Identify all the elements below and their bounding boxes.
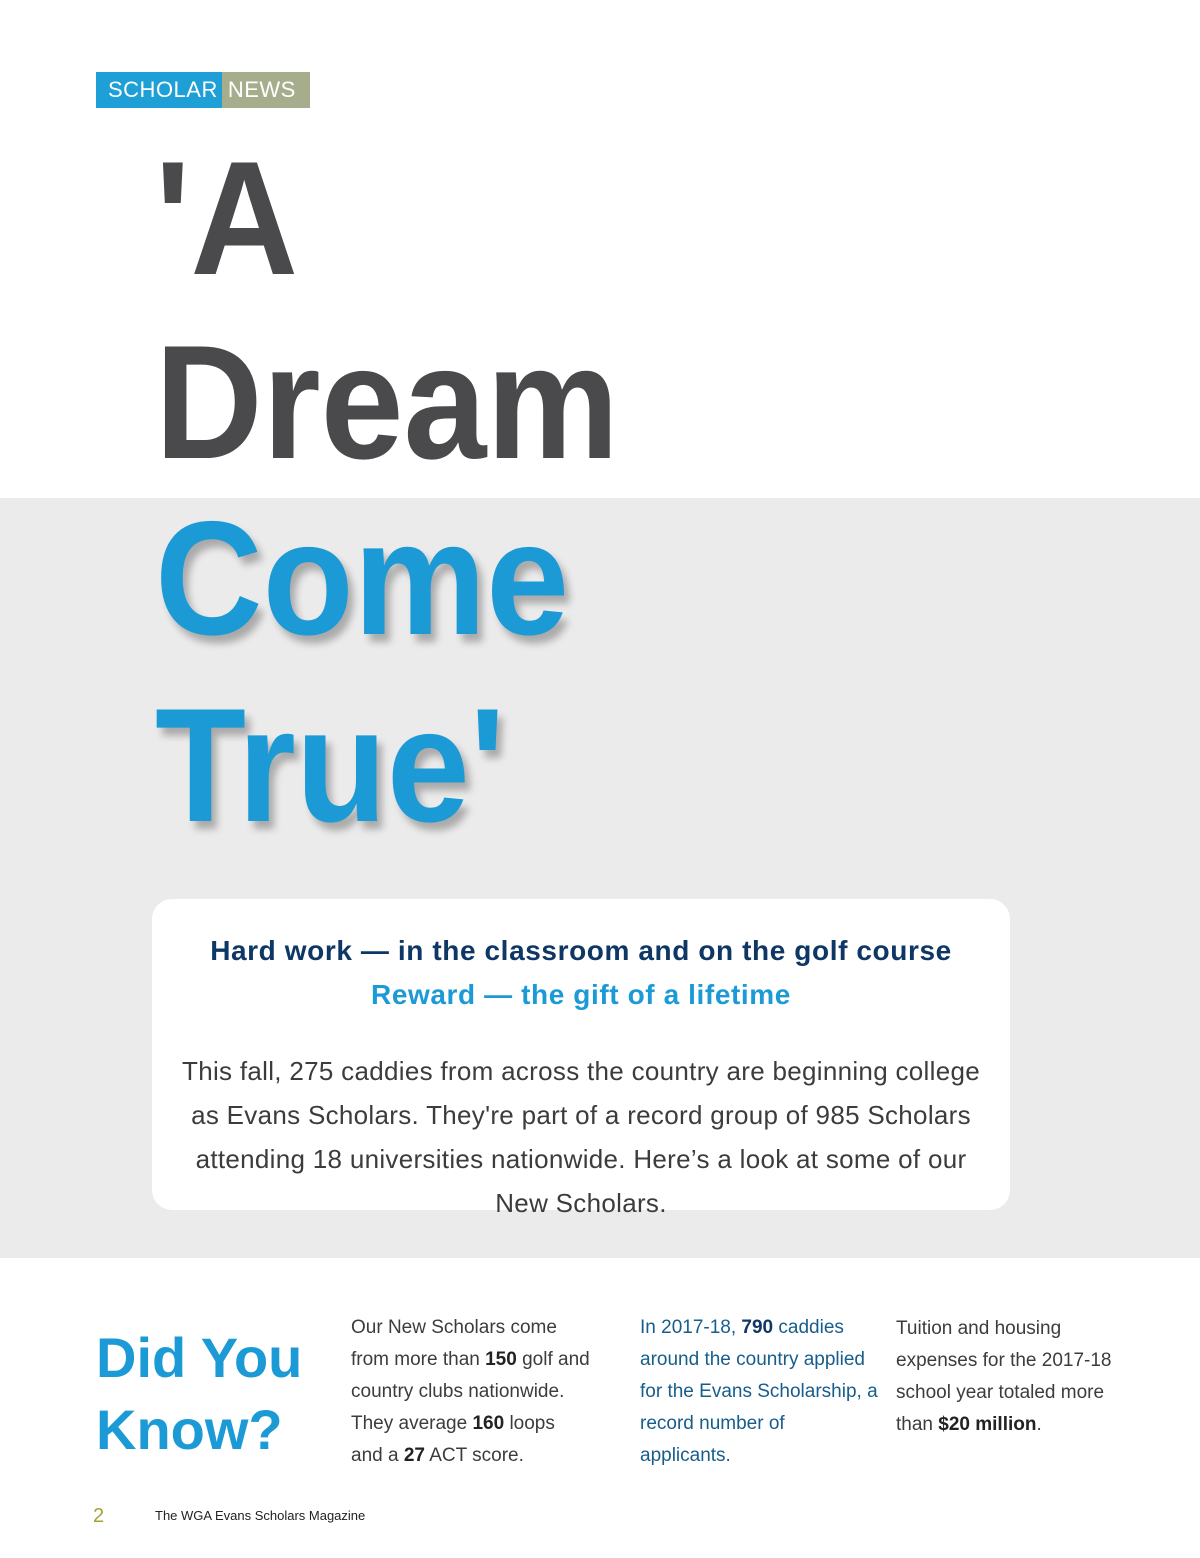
fact-number-loops: 160 (472, 1413, 505, 1434)
fact-tuition (896, 1313, 1136, 1441)
section-tag (96, 72, 310, 108)
intro-card (152, 899, 1010, 1218)
did-you-know-title (96, 1322, 316, 1466)
fact-text: Our New Scholars come from more than (351, 1317, 557, 1370)
section-tag-scholar: SCHOLAR (96, 72, 222, 108)
fact-text: golf and country clubs nationwide. They average (351, 1349, 590, 1434)
fact-number-tuition: $20 million (938, 1414, 1037, 1435)
section-tag-news: NEWS (222, 72, 310, 108)
headline-line-1: 'A (155, 128, 299, 309)
did-you-know-line-2: Know? (96, 1398, 283, 1461)
did-you-know-line-1: Did You (96, 1326, 303, 1389)
publication-title: The WGA Evans Scholars Magazine (155, 1508, 366, 1523)
fact-number-clubs: 150 (485, 1349, 517, 1370)
fact-text: caddies around the country applied for the Evans Scholarship, a record number of applicants. (640, 1317, 878, 1466)
fact-new-scholars (351, 1312, 591, 1472)
headline-line-4: True' (155, 675, 506, 856)
page-number: 2 (93, 1505, 105, 1527)
fact-number-act: 27 (403, 1445, 425, 1466)
fact-text: . (1036, 1414, 1042, 1435)
card-heading-hard-work: Hard work — in the classroom and on the golf course (210, 935, 952, 966)
headline-line-2: Dream (155, 312, 619, 493)
fact-text: In 2017-18, (640, 1317, 742, 1338)
fact-text: loops and a (351, 1413, 555, 1466)
card-heading-reward: Reward — the gift of a lifetime (371, 979, 791, 1010)
card-body-text: This fall, 275 caddies from across the country are beginning college as Evans Scholars. They're part of a record group of 985 Scholars attending 18 universities nationwide. Here’s a look at some of our New Scholars. (182, 1056, 980, 1218)
fact-applicants (640, 1312, 880, 1472)
headline-line-3: Come (155, 488, 570, 669)
fact-text: Tuition and housing expenses for the 2017-18 school year totaled more than (896, 1318, 1112, 1435)
fact-text: ACT score. (424, 1445, 524, 1466)
fact-number-applicants: 790 (741, 1317, 774, 1338)
